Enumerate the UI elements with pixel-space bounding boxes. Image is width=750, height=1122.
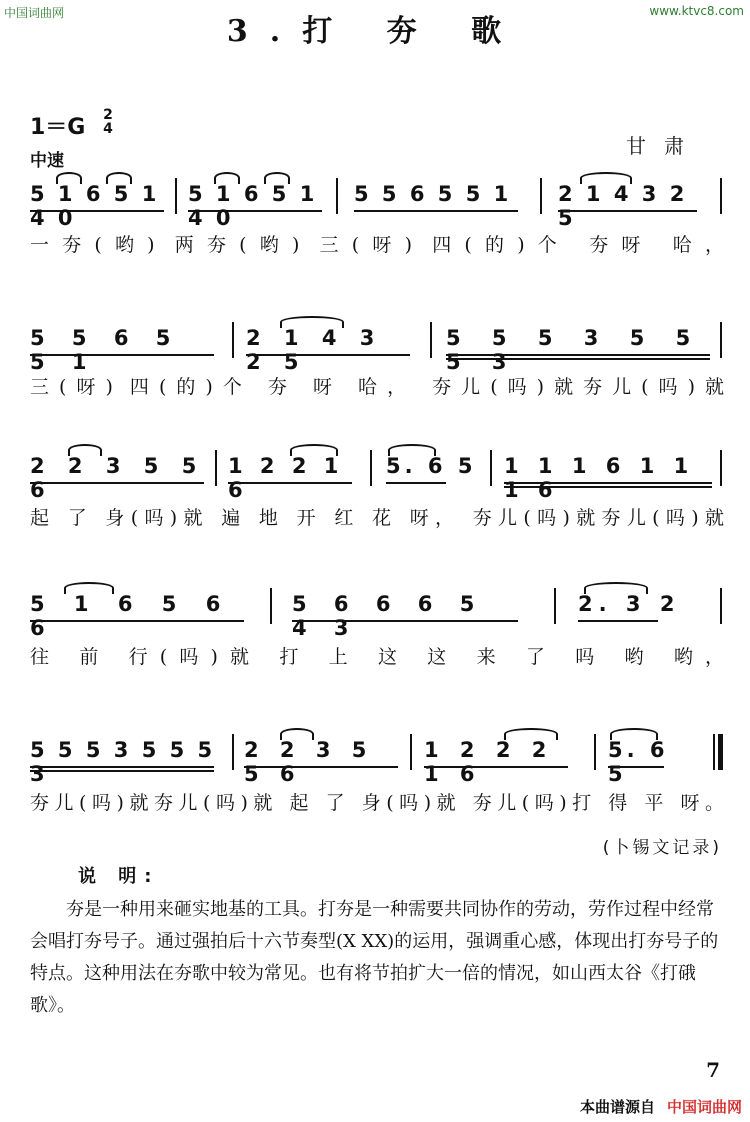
music-system-2 [30,316,725,374]
measure [446,316,716,374]
notes: 5 5 5 3 5 5 5 3 [30,738,216,786]
bar-line [430,322,432,358]
underline [292,620,518,622]
bar-line [540,178,542,214]
underline [504,482,712,484]
slur [504,728,558,740]
measure [30,444,210,502]
lyrics-line-3: 起 了 身(吗)就 遍 地 开 红 花 呀， 夯儿(吗)就夯儿(吗)就 [30,507,725,529]
song-title: 3.打 夯 歌 [226,14,524,49]
measure [558,172,703,230]
underline [424,766,568,768]
notes: 1 2 2 2 1 6 [424,738,554,786]
transcription-credit: (卜锡文记录) [602,838,722,858]
lyrics-line-4: 往 前 行(吗)就 打 上 这 这 来 了 吗 哟 哟， [30,646,725,668]
underline-double [30,770,214,772]
measure [30,582,250,640]
underline [188,210,322,212]
slur [280,316,344,328]
underline-double [504,486,712,488]
lyrics-line-5: 夯儿(吗)就夯儿(吗)就 起 了 身(吗)就 夯儿(吗)打 得 平 呀。 [30,792,725,814]
music-system-5 [30,728,725,786]
notes: 1 2 2 1 6 [228,454,344,502]
bar-line [215,450,217,486]
measure [578,582,688,628]
measure [292,582,524,640]
notes: 1 1 1 6 1 1 1 6 [504,454,695,502]
bar-line [370,450,372,486]
underline [30,482,204,484]
notes: 5. 6 5 [386,454,477,478]
key-signature: 1＝G [30,115,86,140]
slur [106,172,132,184]
explanation-text: 夯是一种用来砸实地基的工具。打夯是一种需要共同协作的劳动，劳作过程中经常会唱打夯号子。通过强拍后十六节奏型(X XX)的运用，强调重心感，体现出打夯号子的特点。这种用法在夯歌中较为常见。也有将节拍扩大一倍的情况，如山西太谷《打硪歌》。 [30,899,719,1016]
notes: 5 1 6 5 6 6 [30,592,232,640]
underline [244,766,398,768]
notes: 2 2 3 5 5 6 [30,454,205,502]
music-system-3 [30,444,725,502]
bar-line [554,588,556,624]
slur [290,444,338,456]
underline [30,354,214,356]
notes: 5 5 6 5 5 1 [354,182,512,206]
notes: 5 6 6 6 5 4 3 [292,592,485,640]
watermark-left: 中国词曲网 [4,6,65,20]
footer-site: 中国词曲网 [666,1098,742,1116]
measure [246,316,416,374]
music-system-1 [30,172,725,230]
slur [64,582,114,594]
measure [30,728,220,786]
page-number: 7 [706,1058,720,1082]
underline [30,766,214,768]
notes: 5. 6 5 [608,738,669,786]
watermark-right: www.ktvc8.com [649,4,744,18]
slur [280,728,314,740]
lyrics-line-1: 一夯(哟) 两夯(哟) 三(呀) 四(的)个 夯呀 哈， [30,234,725,256]
slur [264,172,290,184]
tempo-marking: 中速 [30,151,64,171]
footer-source: 本曲谱源自 [579,1098,655,1116]
notes: 2 2 3 5 5 6 [244,738,374,786]
measure [424,728,574,786]
bar-line [720,178,722,214]
notes: 5 1 6 5 1 4 0 [188,182,318,230]
bar-line [720,450,722,486]
bar-line [175,178,177,214]
underline [386,482,446,484]
slur [214,172,240,184]
measure [504,444,718,502]
measure [608,728,698,786]
measure [228,444,358,502]
measure [386,444,486,490]
underline [446,354,710,356]
measure [188,172,328,230]
slur [56,172,82,184]
slur [388,444,436,456]
underline [354,210,518,212]
notes: 5 1 6 5 1 4 0 [30,182,160,230]
notes: 5 5 5 3 5 5 5 3 [446,326,703,374]
underline [246,354,410,356]
bar-line [720,588,722,624]
slur [580,172,632,184]
bar-line [490,450,492,486]
time-signature-top: 2 [103,107,113,123]
final-bar-line [718,734,723,770]
slur [584,582,648,594]
explanation-heading: 说 明: [78,866,160,887]
bar-line [336,178,338,214]
measure [30,316,220,374]
notes: 2 1 4 3 2 5 [246,326,383,374]
underline-double [446,358,710,360]
measure [244,728,404,786]
bar-line [232,322,234,358]
music-system-4 [30,582,725,640]
slur [68,444,102,456]
bar-line [270,588,272,624]
measure [30,172,170,230]
bar-line [594,734,596,770]
underline [30,620,244,622]
measure [354,172,524,218]
lyrics-line-2: 三(呀) 四(的)个 夯 呀 哈， 夯儿(吗)就夯儿(吗)就 [30,376,725,398]
time-signature-bottom: 4 [103,121,113,137]
slur [610,728,658,740]
underline [578,620,658,622]
bar-line [720,322,722,358]
bar-line [410,734,412,770]
region-label: 甘肃 [626,134,702,158]
time-signature [97,108,119,136]
notes: 2 1 4 3 2 5 [558,182,688,230]
underline [558,210,697,212]
footer [580,1096,742,1117]
underline [30,210,164,212]
notes: 5 5 6 5 5 1 [30,326,181,374]
underline [608,766,664,768]
underline [228,482,352,484]
notes: 2. 3 2 [578,592,681,616]
bar-line [232,734,234,770]
